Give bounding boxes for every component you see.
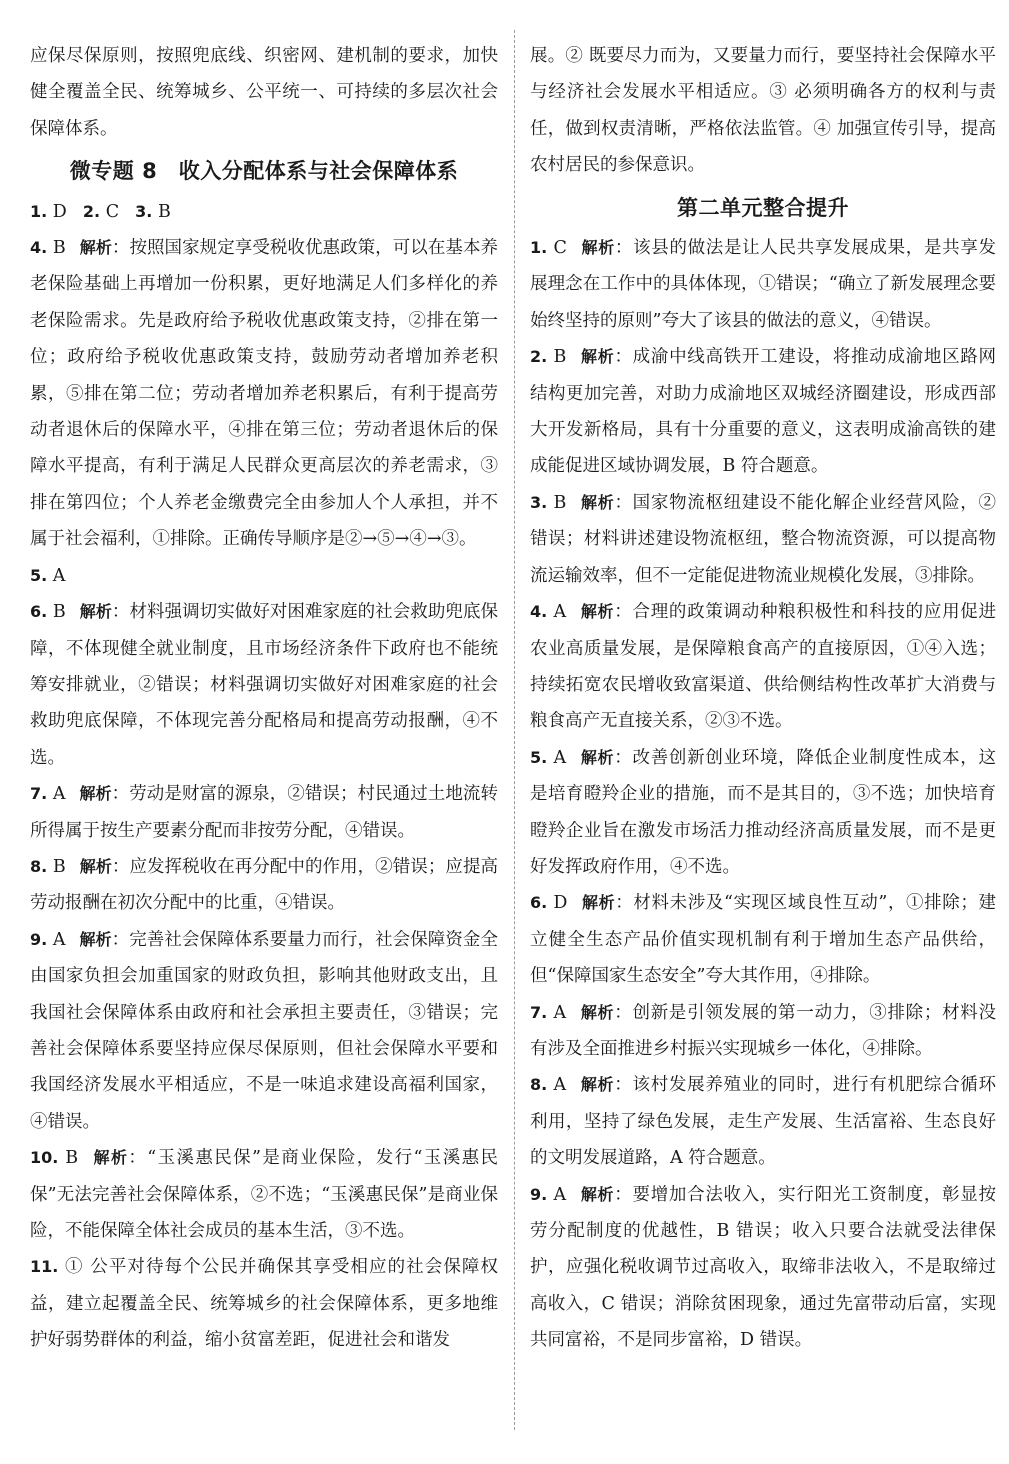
answer-item: 9. A 解析：要增加合法收入，实行阳光工资制度，彰显按劳分配制度的优越性，B 错误；收入只要合法就受法律保护，应强化税收调节过高收入，取缔非法收入，不是取缔过高收入，C 错误；消除贫困现象，通过先富带动后富，实现共同富裕，不是同步富裕，D 错误。 [530, 1184, 996, 1351]
answer-item: 7. A 解析：创新是引领发展的第一动力，③排除；材料没有涉及全面推进乡村振兴实现城乡一体化，④排除。 [530, 1002, 996, 1059]
intro-paragraph: 应保尽保原则，按照兜底线、织密网、建机制的要求，加快健全覆盖全民、统筹城乡、公平统一、可持续的多层次社会保障体系。 [30, 46, 498, 139]
continuation-paragraph: 展。② 既要尽力而为，又要量力而行，要坚持社会保障水平与经济社会发展水平相适应。③ 必须明确各方的权利与责任，做到权责清晰，严格依法监管。④ 加强宣传引导，提高农村居民的参保意识。 [530, 46, 996, 176]
section-title-left: 微专题 8 收入分配体系与社会保障体系 [69, 159, 459, 184]
answer-item: 8. A 解析：该村发展养殖业的同时，进行有机肥综合循环利用，坚持了绿色发展，走生产发展、生活富裕、生态良好的文明发展道路，A 符合题意。 [530, 1075, 996, 1169]
short-answers: 1. D 2. C 3. B [30, 201, 171, 222]
answer-item: 6. B 解析：材料强调切实做好对困难家庭的社会救助兜底保障，不体现健全就业制度，且市场经济条件下政府也不能统筹安排就业，②错误；材料强调切实做好对困难家庭的社会救助兜底保障，不体现完善分配格局和提高劳动报酬，④不选。 [30, 602, 499, 768]
answer-item: 3. B 解析：国家物流枢纽建设不能化解企业经营风险，②错误；材料讲述建设物流枢纽，整合物流资源，可以提高物流运输效率，但不一定能促进物流业规模化发展，③排除。 [530, 492, 996, 586]
answer-item: 4. B 解析：按照国家规定享受税收优惠政策，可以在基本养老保险基础上再增加一份积累，更好地满足人们多样化的养老保险需求。先是政府给予税收优惠政策支持，②排在第一位；政府给予税收优惠政策支持，鼓励劳动者增加养老积累，⑤排在第二位；劳动者增加养老积累后，有利于提高劳动者退休后的保障水平，④排在第三位；劳动者退休后的保障水平提高，有利于满足人民群众更高层次的养老需求，③排在第四位；个人养老金缴费完全由参加人个人承担，并不属于社会福利，①排除。正确传导顺序是②→⑤→④→③。 [30, 238, 499, 550]
answer-item: 5. A [30, 565, 66, 586]
answer-item: 2. B 解析：成渝中线高铁开工建设，将推动成渝地区路网结构更加完善，对助力成渝地区双城经济圈建设，形成西部大开发新格局，具有十分重要的意义，这表明成渝高铁的建成能促进区域协调发展，B 符合题意。 [530, 347, 996, 477]
answer-item: 7. A 解析：劳动是财富的源泉，②错误；村民通过土地流转所得属于按生产要素分配而非按劳分配，④错误。 [30, 784, 498, 841]
column-divider [514, 30, 515, 1430]
answer-item: 11. ① 公平对待每个公民并确保其享受相应的社会保障权益，建立起覆盖全民、统筹城乡的社会保障体系，更多地维护好弱势群体的利益，缩小贫富差距，促进社会和谐发 [30, 1257, 498, 1351]
answer-item: 6. D 解析：材料未涉及“实现区域良性互动”，①排除；建立健全生态产品价值实现机制有利于增加生态产品供给，但“保障国家生态安全”夸大其作用，④排除。 [530, 893, 996, 987]
answer-item: 9. A 解析：完善社会保障体系要量力而行，社会保障资金全由国家负担会加重国家的财政负担，影响其他财政支出，且我国社会保障体系由政府和社会承担主要责任，③错误；完善社会保障体系要坚持应保尽保原则，但社会保障水平要和我国经济发展水平相适应，不是一味追求建设高福利国家，④错误。 [30, 929, 498, 1132]
right-column [530, 38, 996, 1359]
answer-item: 5. A 解析：改善创新创业环境，降低企业制度性成本，这是培育瞪羚企业的措施，而不是其目的，③不选；加快培育瞪羚企业旨在激发市场活力推动经济高质量发展，而不是更好发挥政府作用，④不选。 [530, 747, 996, 877]
answer-item: 8. B 解析：应发挥税收在再分配中的作用，②错误；应提高劳动报酬在初次分配中的比重，④错误。 [30, 856, 499, 914]
answer-item: 1. C 解析：该县的做法是让人民共享发展成果，是共享发展理念在工作中的具体体现，①错误；“确立了新发展理念要始终坚持的原则”夸大了该县的做法的意义，④错误。 [530, 238, 996, 331]
answer-item: 10. B 解析：“玉溪惠民保”是商业保险，发行“玉溪惠民保”无法完善社会保障体系，②不选；“玉溪惠民保”是商业保险，不能保障全体社会成员的基本生活，③不选。 [30, 1148, 498, 1241]
left-column [30, 38, 498, 1359]
answer-item: 4. A 解析：合理的政策调动种粮积极性和科技的应用促进农业高质量发展，是保障粮食高产的直接原因，①④入选；持续拓宽农民增收致富渠道、供给侧结构性改革扩大消费与粮食高产无直接关系，②③不选。 [530, 602, 996, 732]
section-title-right: 第二单元整合提升 [677, 195, 849, 220]
